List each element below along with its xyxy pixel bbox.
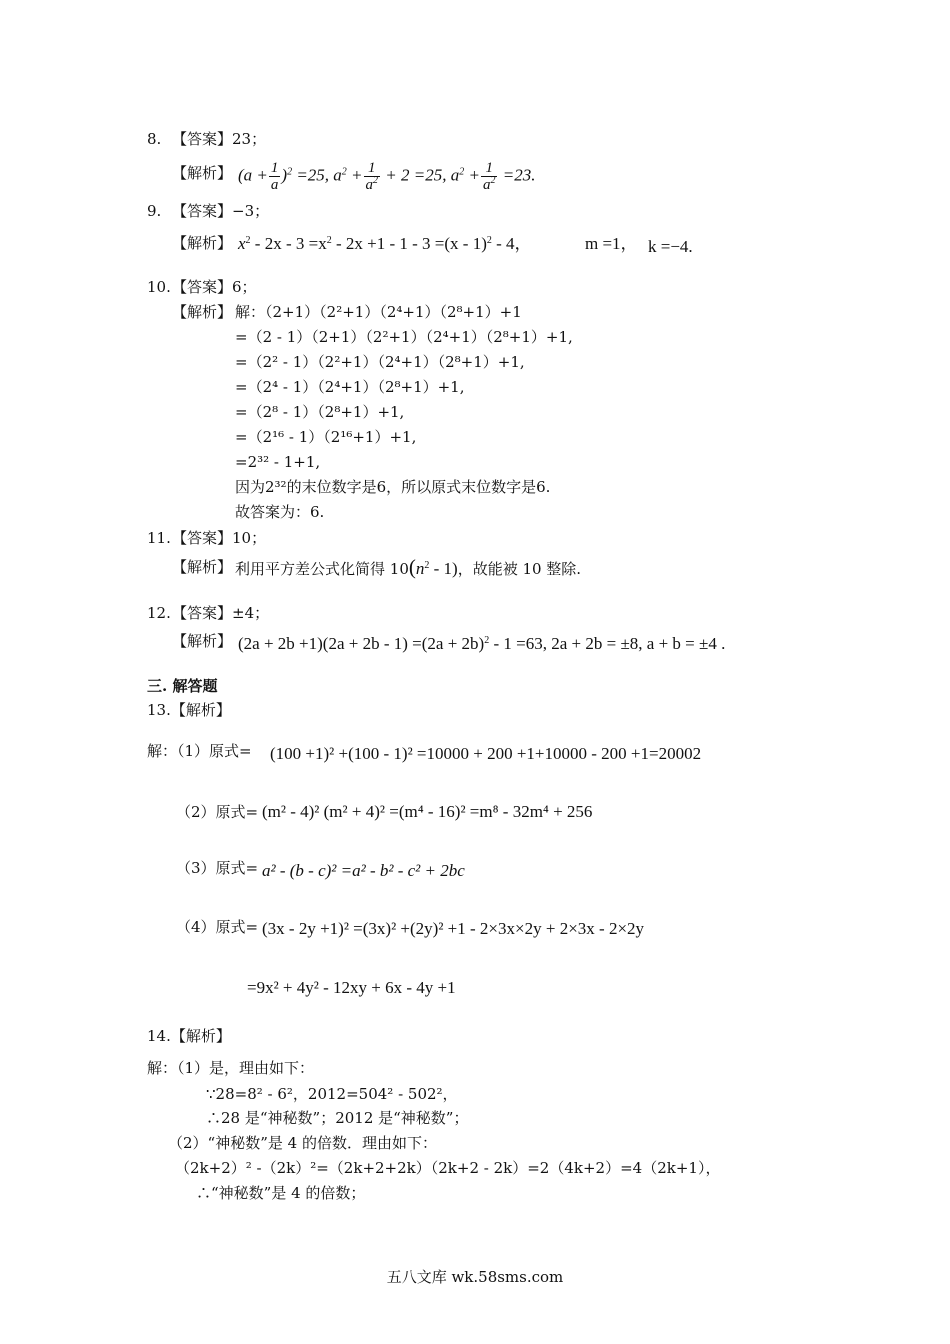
q13-part1-label: 解：（1）原式= xyxy=(147,742,252,760)
q11-number: 11. xyxy=(147,529,171,547)
q10-number: 10. xyxy=(147,278,171,296)
q13-part3-label: （3）原式= xyxy=(176,859,259,877)
q11-answer: 【答案】10； xyxy=(172,529,267,547)
q9-analysis-tag: 【解析】 xyxy=(172,234,233,252)
q11-analysis-text: 利用平方差公式化简得 $10(n^2 - 1)$，故能被 10 整除. xyxy=(235,555,582,579)
q10-answer: 【答案】6； xyxy=(172,278,257,296)
q12-analysis-tag: 【解析】 xyxy=(172,632,233,650)
q10-step-1: 解：（2+1）（2²+1）（2⁴+1）（2⁸+1）+1 xyxy=(235,303,522,321)
q10-step-5: =（2⁸ - 1）（2⁸+1）+1, xyxy=(235,403,405,421)
q8-number: 8. xyxy=(147,130,162,148)
q10-step-2: =（2 - 1）（2+1）（2²+1）（2⁴+1）（2⁸+1）+1, xyxy=(235,328,573,346)
q10-conclusion: 故答案为：6. xyxy=(235,503,325,521)
q14-line-1: 解：（1）是，理由如下： xyxy=(147,1059,315,1077)
q13-part4-label: （4）原式= xyxy=(176,918,259,936)
q13-part2-label: （2）原式= xyxy=(176,803,259,821)
q12-analysis-math: $(2a + 2b +1)(2a + 2b - 1) =(2a + 2b)^2 - 1 =63$, 2a + 2b = ±8, a + b = ±4 . xyxy=(238,634,726,653)
q9-answer: 【答案】−3； xyxy=(172,202,270,220)
q14-line-5: （2k+2）² -（2k）²=（2k+2+2k）（2k+2 - 2k）=2（4k+2）=4（2k+1）， xyxy=(175,1159,721,1177)
q13-part4-continuation: =9x² + 4y² - 12xy + 6x - 4y +1 xyxy=(247,978,456,997)
q11-analysis-tag: 【解析】 xyxy=(172,558,233,576)
q14-line-6: ∴“神秘数”是 4 的倍数； xyxy=(196,1184,366,1202)
q8-analysis-tag: 【解析】 xyxy=(172,164,233,182)
q12-answer: 【答案】±4； xyxy=(172,604,270,622)
section-heading-solutions: 三. 解答题 xyxy=(147,677,218,695)
q13-part3-math: a² - (b - c)² =a² - b² - c² + 2bc xyxy=(262,861,465,880)
q9-analysis-math: $x^2 - 2x - 3 =x^2 - 2x +1 - 1 - 3 =(x - 1)^2 - 4$， xyxy=(238,234,532,253)
q12-number: 12. xyxy=(147,604,171,622)
q13-part4-math: (3x - 2y +1)² =(3x)² +(2y)² +1 - 2×3x×2y + 2×3x - 2×2y xyxy=(262,919,645,938)
q13-heading: 13.【解析】 xyxy=(147,701,231,719)
q10-step-8: 因为2³²的末位数字是6，所以原式末位数字是6. xyxy=(235,478,551,496)
q10-analysis-tag: 【解析】 xyxy=(172,303,233,321)
q9-m-value: m =1， xyxy=(585,234,638,253)
q8-analysis-math: (a + $\frac{1}{a}$ )$^2$ =25, $a^2$ + $\frac{1}{a^2}$ + 2 =25, $a^2$ + $\frac{1}{a^2}$ =23. xyxy=(238,160,536,193)
q14-line-3: ∴28 是“神秘数”；2012 是“神秘数”； xyxy=(206,1109,469,1127)
q14-line-2: ∵28=8² - 6²，2012=504² - 502²， xyxy=(206,1085,458,1103)
q10-step-4: =（2⁴ - 1）（2⁴+1）（2⁸+1）+1, xyxy=(235,378,465,396)
q13-part2-math: (m² - 4)² (m² + 4)² =(m⁴ - 16)² =m⁸ - 32m⁴ + 256 xyxy=(262,802,593,821)
q8-answer: 【答案】23； xyxy=(172,130,267,148)
q10-step-6: =（2¹⁶ - 1）（2¹⁶+1）+1, xyxy=(235,428,417,446)
q9-k-value: k =−4. xyxy=(648,237,693,256)
q14-line-4: （2）“神秘数”是 4 的倍数．理由如下： xyxy=(168,1134,437,1152)
footer-watermark: 五八文库 wk.58sms.com xyxy=(386,1268,564,1286)
q10-step-3: =（2² - 1）（2²+1）（2⁴+1）（2⁸+1）+1, xyxy=(235,353,525,371)
q9-number: 9. xyxy=(147,202,162,220)
q13-part1-math: (100 +1)² +(100 - 1)² =10000 + 200 +1+10000 - 200 +1=20002 xyxy=(270,744,702,763)
q14-heading: 14.【解析】 xyxy=(147,1027,231,1045)
q10-step-7: =2³² - 1+1, xyxy=(235,453,321,471)
